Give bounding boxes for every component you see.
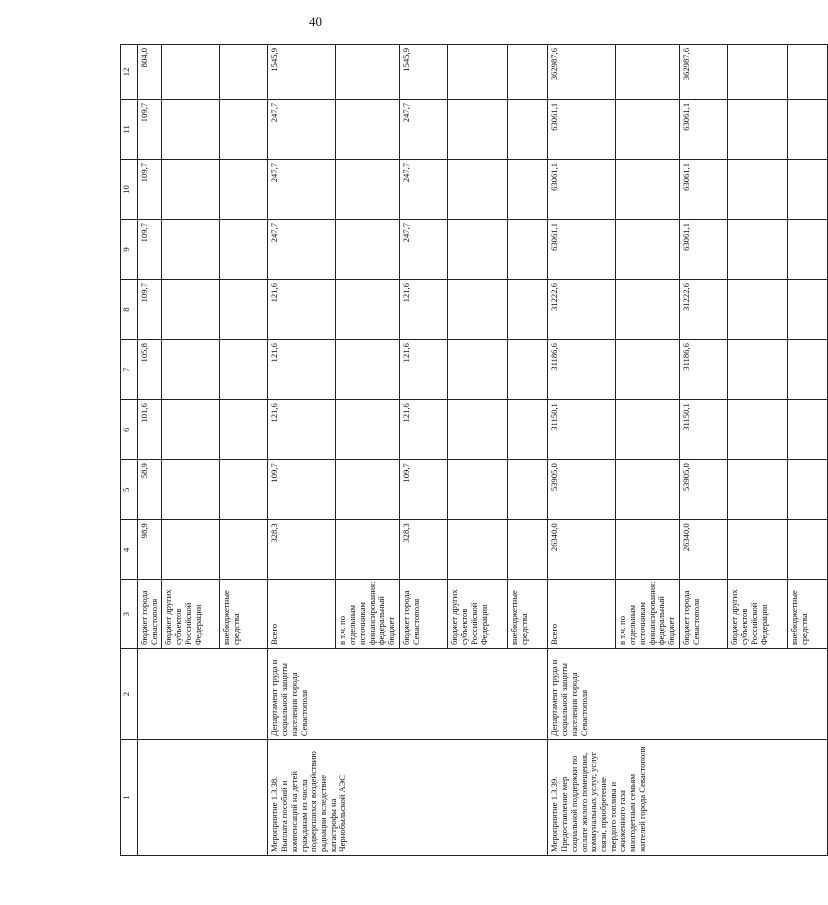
rotated-table-frame: [120, 44, 810, 856]
value-cell: [788, 280, 828, 340]
header-cell: 6: [121, 400, 138, 460]
value-cell: [508, 340, 548, 400]
header-cell: 8: [121, 280, 138, 340]
value-cell: 63061,1: [680, 219, 728, 279]
value-cell: [336, 99, 400, 159]
table-row: [548, 45, 616, 856]
value-cell: [448, 45, 508, 100]
value-cell: [728, 340, 788, 400]
header-cell: 7: [121, 340, 138, 400]
table-area: [120, 44, 810, 856]
value-cell: [508, 219, 548, 279]
value-cell: [448, 340, 508, 400]
header-cell: 5: [121, 460, 138, 520]
value-cell: [162, 159, 220, 219]
value-cell: [162, 45, 220, 100]
value-cell: [162, 460, 220, 520]
value-cell: [788, 520, 828, 580]
value-cell: 63061,1: [548, 219, 616, 279]
header-row: [121, 45, 138, 856]
source-cell: бюджет других субъектов Российской Федерации: [728, 580, 788, 649]
value-cell: 328,3: [268, 520, 336, 580]
value-cell: [508, 400, 548, 460]
value-cell: [448, 280, 508, 340]
header-cell: 4: [121, 520, 138, 580]
source-cell: бюджет города Севастополя: [138, 580, 162, 649]
value-cell: [616, 520, 680, 580]
value-cell: [616, 280, 680, 340]
value-cell: [728, 460, 788, 520]
executor-cell: [138, 648, 268, 739]
value-cell: 105,8: [138, 340, 162, 400]
value-cell: [788, 340, 828, 400]
value-cell: 362987,6: [548, 45, 616, 100]
value-cell: 53905,0: [548, 460, 616, 520]
value-cell: [508, 99, 548, 159]
value-cell: [508, 45, 548, 100]
value-cell: [220, 280, 268, 340]
value-cell: 63061,1: [548, 99, 616, 159]
value-cell: 109,7: [138, 219, 162, 279]
value-cell: [788, 45, 828, 100]
source-cell: бюджет других субъектов Российской Федерации: [162, 580, 220, 649]
value-cell: 31186,6: [548, 340, 616, 400]
value-cell: [448, 400, 508, 460]
value-cell: [616, 340, 680, 400]
value-cell: [162, 280, 220, 340]
value-cell: 31222,6: [548, 280, 616, 340]
source-cell: в т.ч. по отдельным источникам финансирования: федеральный бюджет: [616, 580, 680, 649]
source-cell: в т.ч. по отдельным источникам финансирования: федеральный бюджет: [336, 580, 400, 649]
value-cell: 31186,6: [680, 340, 728, 400]
value-cell: 26340,0: [548, 520, 616, 580]
value-cell: 121,6: [400, 340, 448, 400]
source-cell: бюджет города Севастополя: [680, 580, 728, 649]
value-cell: [616, 400, 680, 460]
executor-cell: Департамент труда и социальной защиты населения города Севастополя: [548, 648, 828, 739]
value-cell: 121,6: [268, 340, 336, 400]
value-cell: [336, 280, 400, 340]
value-cell: [448, 460, 508, 520]
value-cell: [448, 159, 508, 219]
value-cell: [788, 460, 828, 520]
value-cell: 109,7: [268, 460, 336, 520]
source-cell: Всего: [268, 580, 336, 649]
source-cell: внебюджетные средства: [508, 580, 548, 649]
value-cell: 247,7: [400, 159, 448, 219]
page-number: 40: [309, 14, 322, 29]
value-cell: 58,9: [138, 460, 162, 520]
value-cell: [162, 520, 220, 580]
value-cell: [220, 45, 268, 100]
value-cell: [162, 99, 220, 159]
value-cell: 247,7: [268, 99, 336, 159]
value-cell: [220, 520, 268, 580]
value-cell: 98,9: [138, 520, 162, 580]
header-cell: 2: [121, 648, 138, 739]
value-cell: [220, 340, 268, 400]
measure-name-cell: Мероприятие 1.3.39. Предоставление мер социальной поддержки по оплате жилого помещения, коммунальных услуг, услуг связи, приобретение твердого топлива и сжиженного газа многодетным семьям жителей города Севастополя: [548, 740, 828, 856]
value-cell: [220, 99, 268, 159]
header-cell: 9: [121, 219, 138, 279]
value-cell: [616, 99, 680, 159]
value-cell: 121,6: [400, 280, 448, 340]
value-cell: 121,6: [400, 400, 448, 460]
value-cell: 63061,1: [548, 159, 616, 219]
value-cell: [162, 219, 220, 279]
value-cell: [788, 219, 828, 279]
value-cell: [728, 99, 788, 159]
header-cell: 11: [121, 99, 138, 159]
value-cell: 121,6: [268, 400, 336, 460]
value-cell: [220, 400, 268, 460]
header-cell: 12: [121, 45, 138, 100]
value-cell: [728, 400, 788, 460]
value-cell: 53905,0: [680, 460, 728, 520]
value-cell: [728, 219, 788, 279]
value-cell: [336, 340, 400, 400]
value-cell: [336, 45, 400, 100]
value-cell: 247,7: [268, 159, 336, 219]
value-cell: 1545,9: [268, 45, 336, 100]
value-cell: [162, 340, 220, 400]
value-cell: 109,7: [400, 460, 448, 520]
value-cell: [220, 219, 268, 279]
value-cell: [508, 460, 548, 520]
value-cell: 247,7: [268, 219, 336, 279]
value-cell: 109,7: [138, 280, 162, 340]
value-cell: [508, 520, 548, 580]
financing-table: [120, 44, 828, 856]
value-cell: 101,6: [138, 400, 162, 460]
value-cell: [336, 159, 400, 219]
source-cell: внебюджетные средства: [220, 580, 268, 649]
value-cell: [220, 159, 268, 219]
header-cell: 10: [121, 159, 138, 219]
value-cell: [728, 520, 788, 580]
value-cell: [788, 159, 828, 219]
value-cell: [448, 99, 508, 159]
value-cell: 109,7: [138, 159, 162, 219]
value-cell: [336, 460, 400, 520]
value-cell: [728, 45, 788, 100]
value-cell: 31222,6: [680, 280, 728, 340]
value-cell: 247,7: [400, 99, 448, 159]
source-cell: бюджет других субъектов Российской Федерации: [448, 580, 508, 649]
table-row: [138, 45, 162, 856]
value-cell: [616, 460, 680, 520]
value-cell: 362987,6: [680, 45, 728, 100]
value-cell: [448, 520, 508, 580]
value-cell: [616, 45, 680, 100]
value-cell: 804,0: [138, 45, 162, 100]
value-cell: [616, 159, 680, 219]
value-cell: 31150,1: [680, 400, 728, 460]
value-cell: [616, 219, 680, 279]
measure-cell: [138, 740, 268, 856]
value-cell: [788, 99, 828, 159]
executor-cell: Департамент труда и социальной защиты населения города Севастополя: [268, 648, 548, 739]
value-cell: [336, 400, 400, 460]
header-cell: 1: [121, 740, 138, 856]
table-body: [121, 45, 828, 856]
source-cell: Всего: [548, 580, 616, 649]
value-cell: 63061,1: [680, 99, 728, 159]
value-cell: [728, 280, 788, 340]
value-cell: 121,6: [268, 280, 336, 340]
value-cell: [728, 159, 788, 219]
value-cell: [162, 400, 220, 460]
value-cell: 109,7: [138, 99, 162, 159]
value-cell: 63061,1: [680, 159, 728, 219]
value-cell: 328,3: [400, 520, 448, 580]
value-cell: [508, 280, 548, 340]
value-cell: [220, 460, 268, 520]
value-cell: [788, 400, 828, 460]
table-row: [268, 45, 336, 856]
value-cell: 247,7: [400, 219, 448, 279]
header-cell: 3: [121, 580, 138, 649]
measure-name-cell: Мероприятие 1.3.38. Выплата пособий и компенсаций на детей гражданам из числа подвергшихся воздействию радиации вследствие катастрофы на Чернобыльской АЭС: [268, 740, 548, 856]
source-cell: внебюджетные средства: [788, 580, 828, 649]
value-cell: [336, 219, 400, 279]
value-cell: [508, 159, 548, 219]
value-cell: 1545,9: [400, 45, 448, 100]
value-cell: [448, 219, 508, 279]
value-cell: 31150,1: [548, 400, 616, 460]
source-cell: бюджет города Севастополя: [400, 580, 448, 649]
value-cell: 26340,0: [680, 520, 728, 580]
value-cell: [336, 520, 400, 580]
